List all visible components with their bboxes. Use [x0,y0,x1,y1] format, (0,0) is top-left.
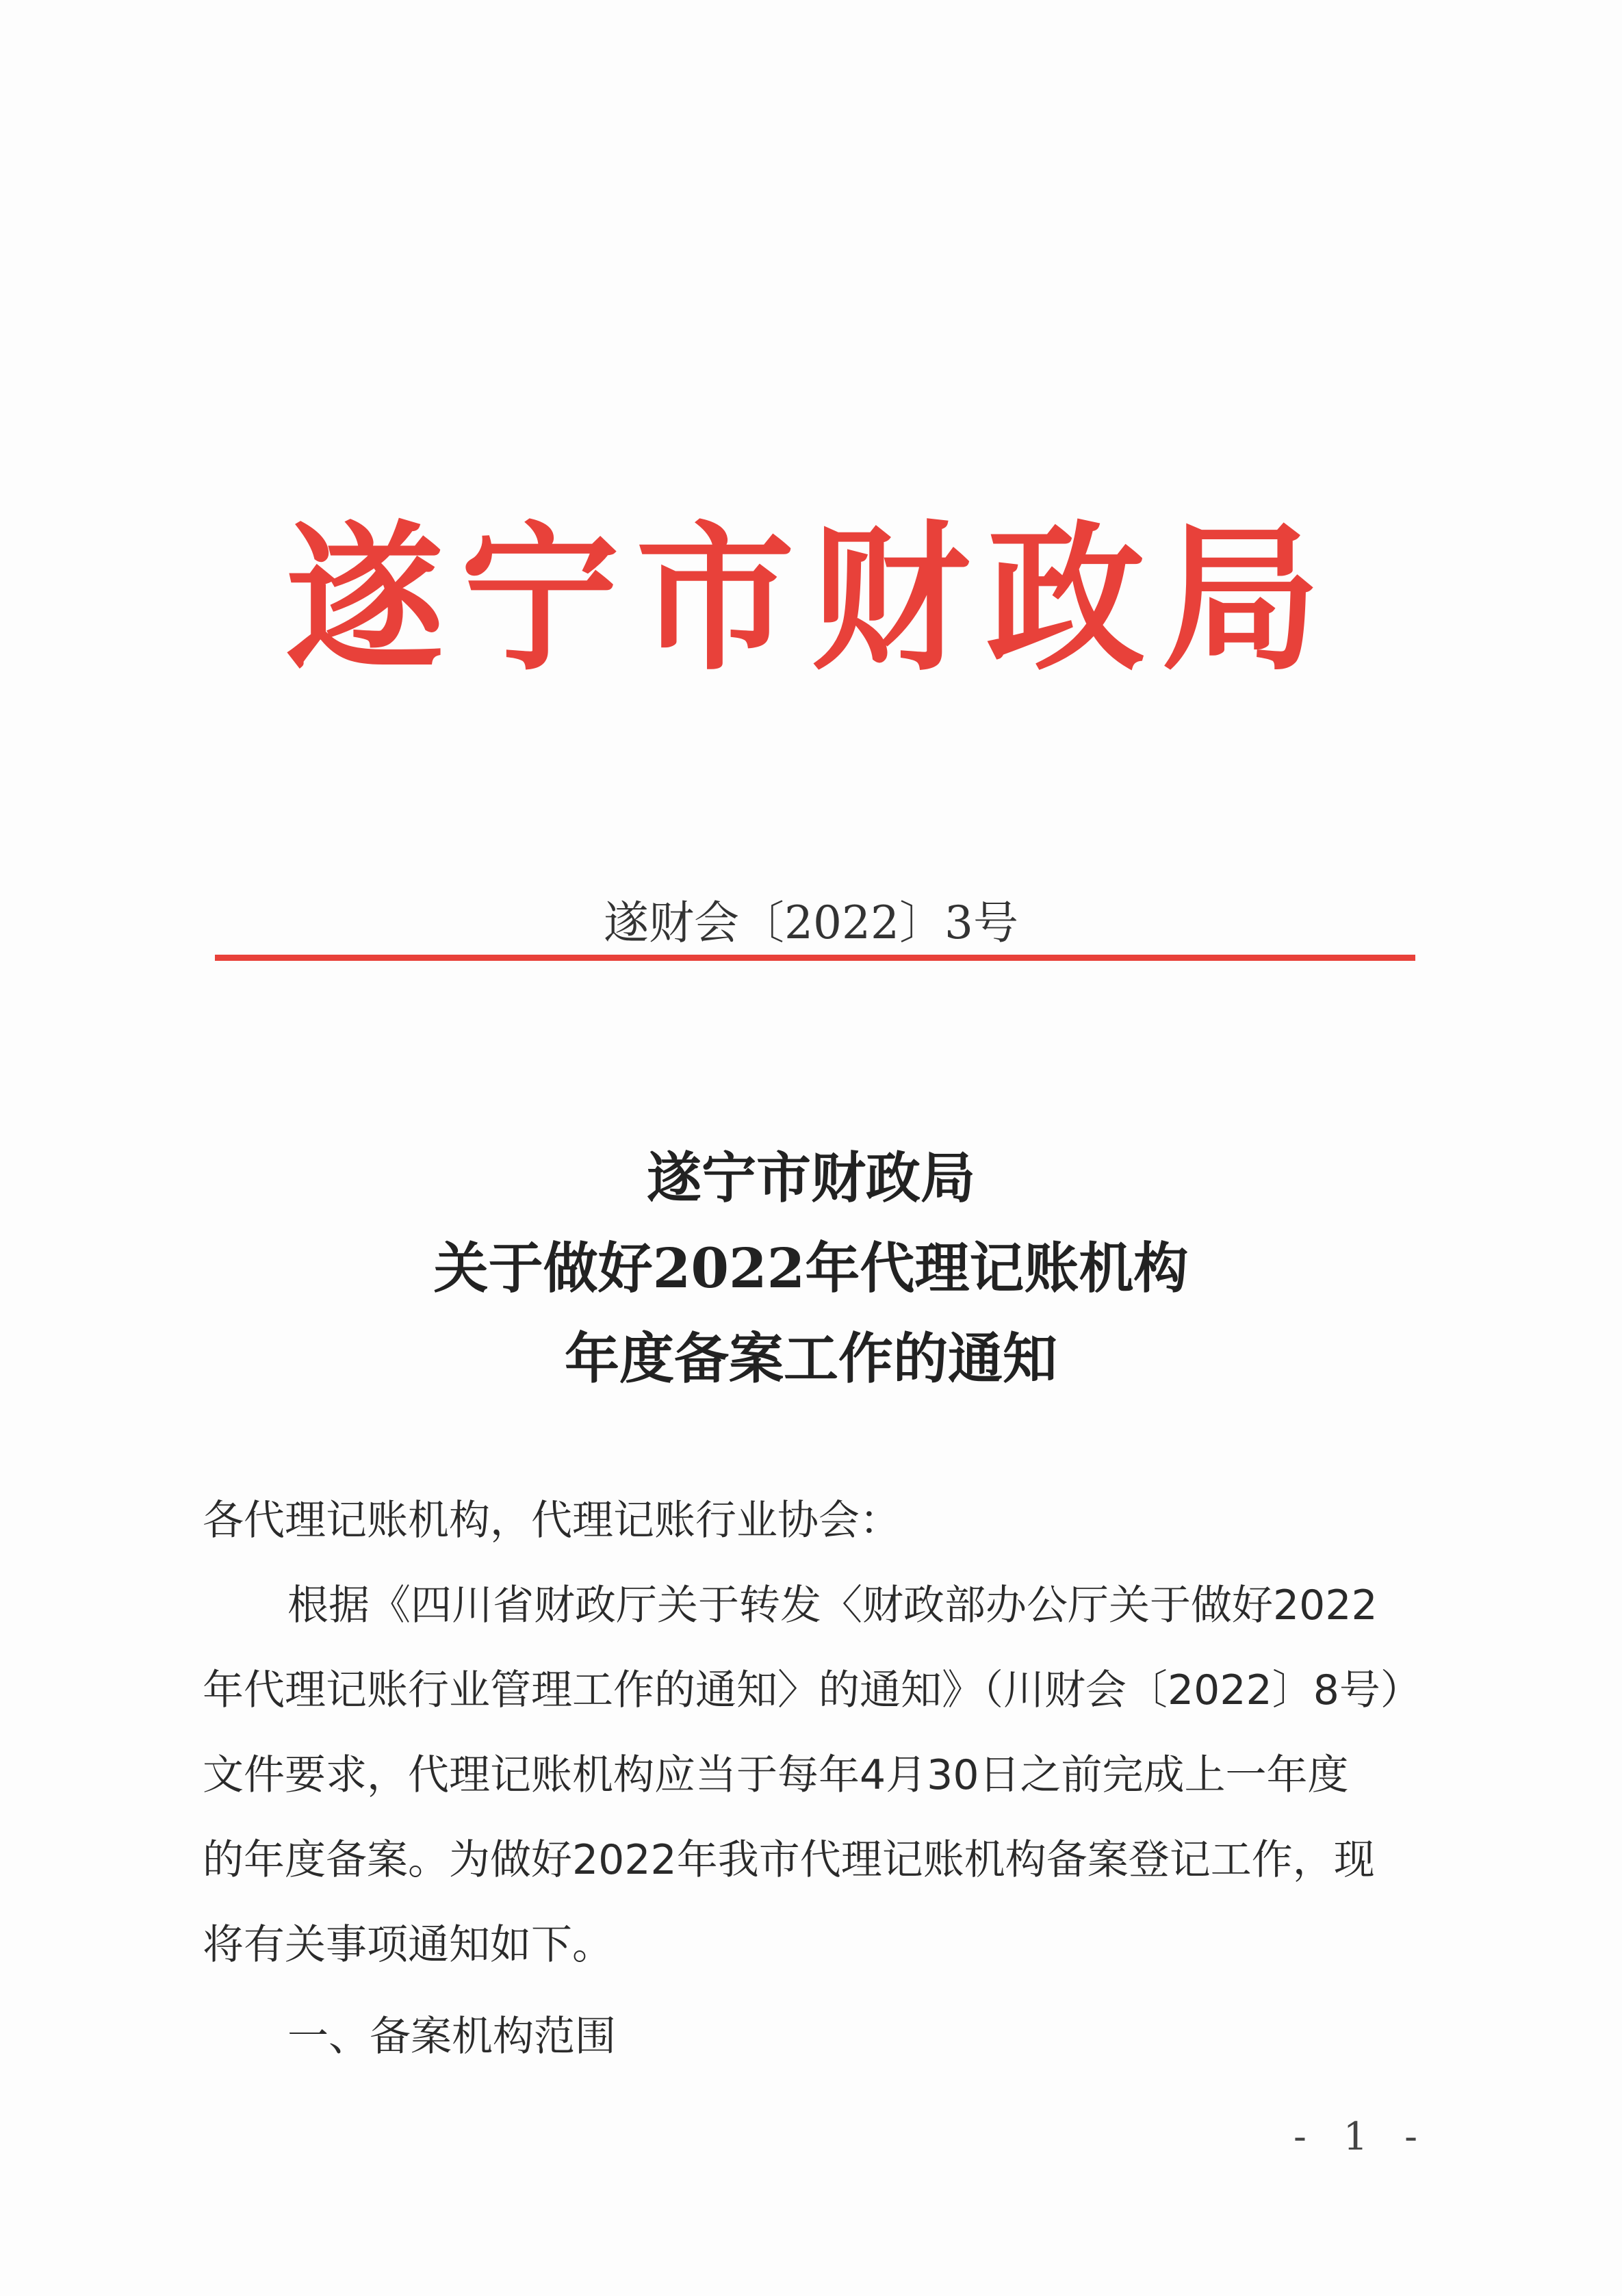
paragraph-line-4: 的年度备案。为做好2022年我市代理记账机构备案登记工作，现 [203,1836,1375,1884]
salutation: 各代理记账机构，代理记账行业协会： [203,1497,901,1545]
notice-title [0,1133,1622,1404]
paragraph-line-3: 文件要求，代理记账机构应当于每年4月30日之前完成上一年度 [203,1751,1349,1799]
title-line-2: 关于做好2022年代理记账机构 [433,1236,1189,1300]
paragraph-line-2: 年代理记账行业管理工作的通知〉的通知》（川财会〔2022〕8号） [203,1666,1421,1714]
intro-paragraph [203,1563,1428,1987]
page-number: - 1 - [1293,2115,1430,2159]
title-line-1: 遂宁市财政局 [647,1146,975,1210]
section-heading: 一、备案机构范围 [287,2013,616,2061]
red-divider-line [215,955,1415,961]
document-number: 遂财会〔2022〕3号 [604,897,1018,949]
masthead: 遂宁市财政局 [285,507,1337,692]
title-line-3: 年度备案工作的通知 [565,1326,1057,1391]
paragraph-line-1: 根据《四川省财政厅关于转发〈财政部办公厅关于做好2022 [287,1582,1378,1629]
paragraph-line-5: 将有关事项通知如下。 [203,1921,613,1969]
notice-body [203,1478,1428,2079]
